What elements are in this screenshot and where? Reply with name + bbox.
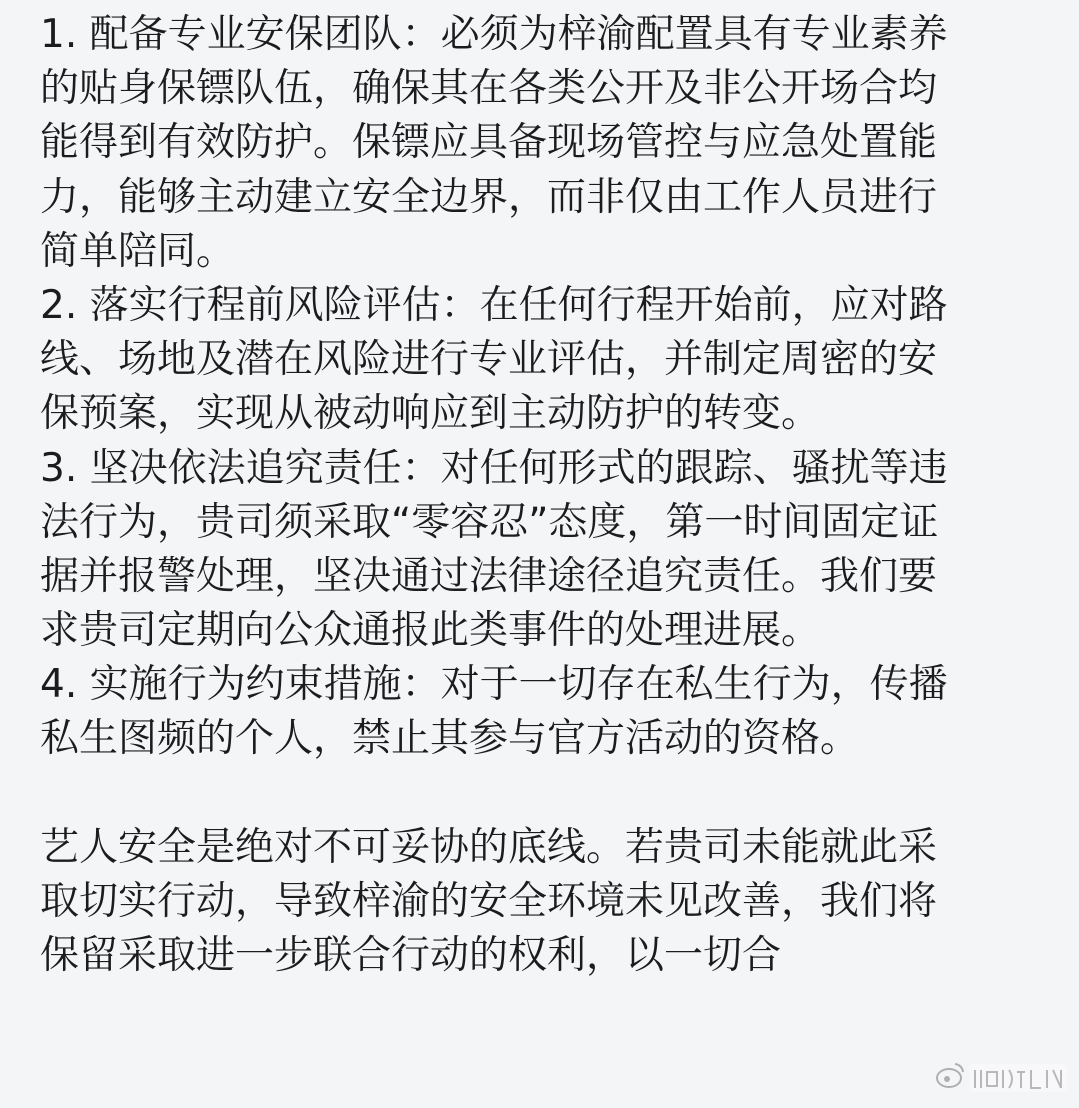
text-line: 保留采取进一步联合行动的权利，以一切合 [40, 933, 782, 979]
text-line: 的贴身保镖队伍，确保其在各类公开及非公开场合均 [40, 66, 938, 112]
text-line: 据并报警处理，坚决通过法律途径追究责任。我们要 [40, 553, 938, 599]
text-line: 求贵司定期向公众通报此类事件的处理进展。 [40, 608, 821, 654]
paragraph-4 [40, 658, 1060, 766]
text-line: 法行为，贵司须采取“零容忍”态度，第一时间固定证 [40, 499, 939, 545]
text-line: 取切实行动，导致梓渝的安全环境未见改善，我们将 [40, 879, 938, 924]
document-body [40, 8, 1060, 983]
text-line: 3. 坚决依法追究责任：对任何形式的跟踪、骚扰等违 [40, 445, 948, 491]
text-line: 线、场地及潜在风险进行专业评估，并制定周密的安 [40, 337, 938, 383]
paragraph-1 [40, 8, 1060, 279]
paragraph-5 [40, 821, 1060, 984]
text-line: 力，能够主动建立安全边界，而非仅由工作人员进行 [40, 174, 938, 220]
paragraph-3 [40, 442, 1060, 659]
text-line: 1. 配备专业安保团队：必须为梓渝配置具有专业素养 [40, 12, 948, 57]
text-line: 4. 实施行为约束措施：对于一切存在私生行为，传播 [40, 662, 948, 708]
text-line: 艺人安全是绝对不可妥协的底线。若贵司未能就此采 [40, 824, 938, 870]
text-line: 2. 落实行程前风险评估：在任何行程开始前，应对路 [40, 282, 948, 328]
weibo-watermark-icon [933, 1050, 1073, 1102]
paragraph-spacer [40, 767, 1060, 821]
paragraph-2 [40, 279, 1060, 442]
text-line: 私生图频的个人，禁止其参与官方活动的资格。 [40, 716, 860, 762]
text-line: 能得到有效防护。保镖应具备现场管控与应急处置能 [40, 120, 938, 166]
text-line: 保预案，实现从被动响应到主动防护的转变。 [40, 391, 821, 437]
text-line: 简单陪同。 [40, 228, 236, 274]
